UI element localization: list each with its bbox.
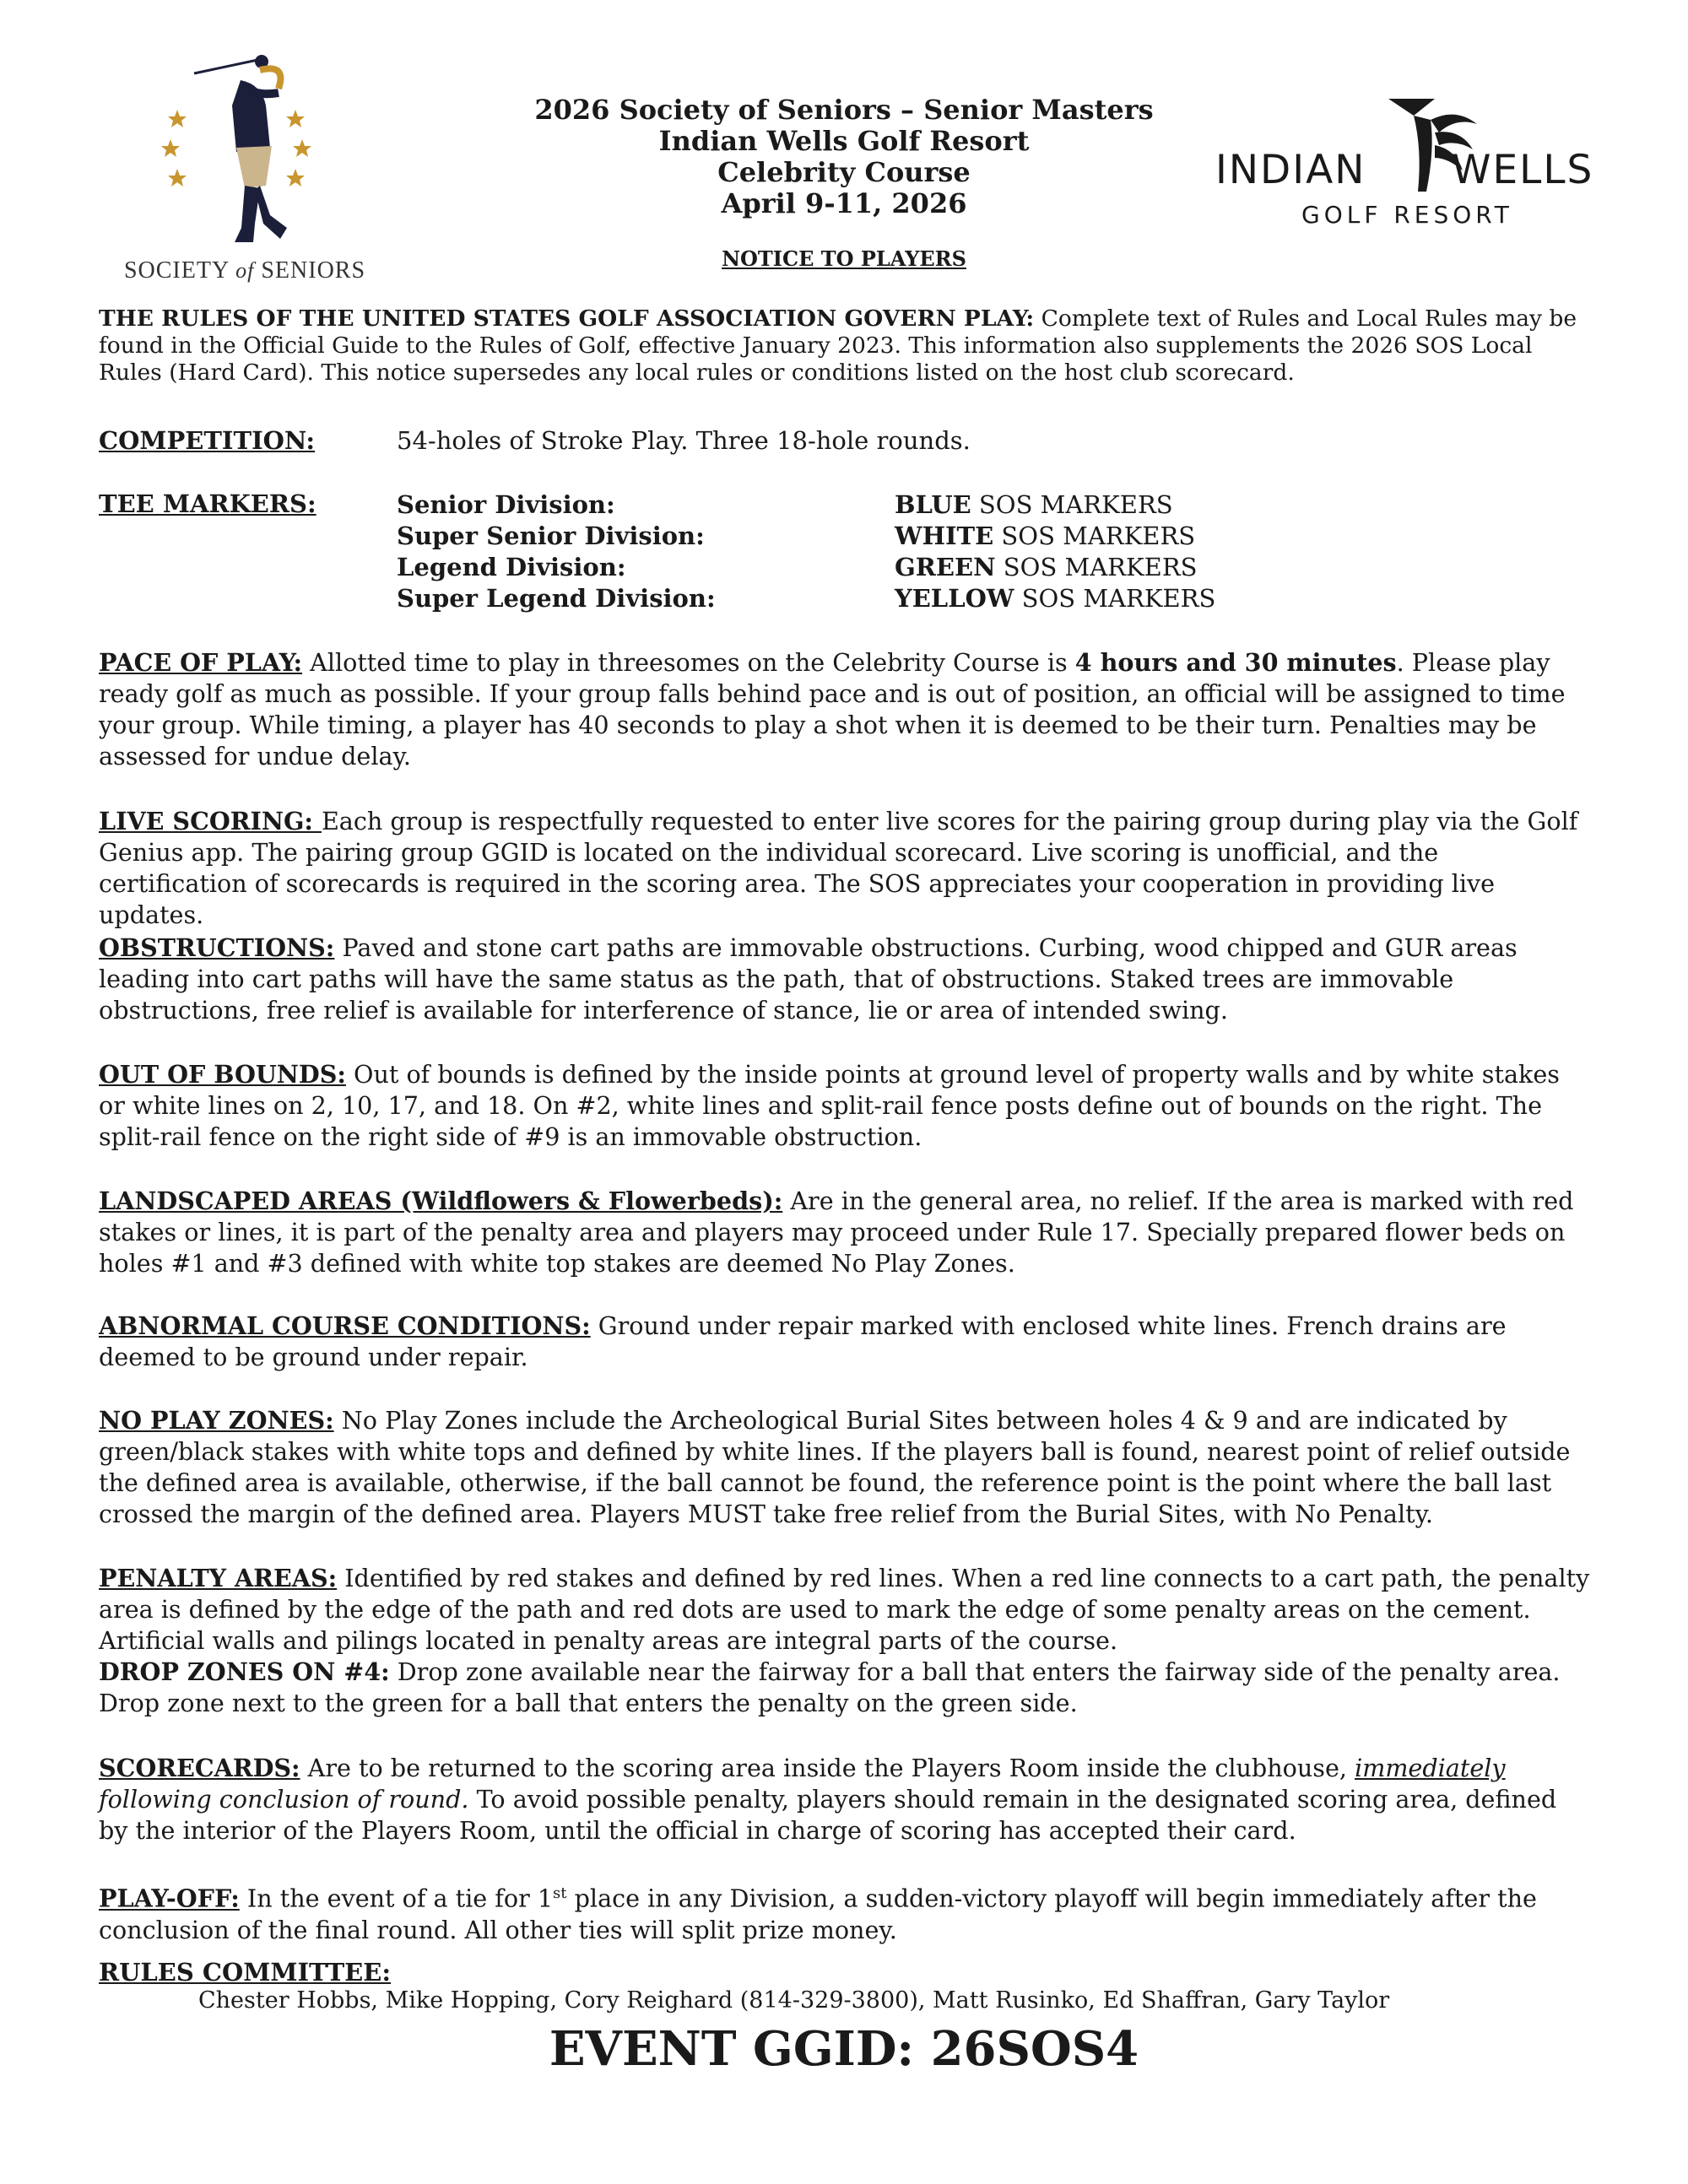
event-title [506,95,1182,219]
penalty-areas-section [99,1563,1593,1719]
live-scoring-heading: LIVE SCORING: [99,807,322,835]
tee-marker-suffix: SOS MARKERS [993,522,1196,550]
out-of-bounds-section [99,1059,1593,1153]
sos-caption-of: of [235,258,255,283]
obstructions-text: Paved and stone cart paths are immovable obstructions. Curbing, wood chipped and GUR areas leading into cart paths will have the same status as the path, that of obstructions. Staked trees are immovable obstructions, free relief is available for interference of stance, lie or area of intended swing. [99,933,1518,1024]
drop-zones-text: Drop zone available near the fairway for a ball that enters the fairway side of the penalty area. Drop zone next to the green for a ball that enters the penalty on the green side. [99,1657,1561,1717]
scorecards-emphasis-2: following conclusion of round. [99,1785,469,1814]
pace-text-1: Allotted time to play in threesomes on the Celebrity Course is [302,648,1075,677]
playoff-text-1: In the event of a tie for 1 [239,1884,554,1913]
landscaped-heading: LANDSCAPED AREAS (Wildflowers & Flowerbeds): [99,1187,783,1215]
scorecards-text-2: To avoid possible penalty, players should remain in the designated scoring area, defined by the interior of the Players Room, until the official in charge of scoring has accepted their card. [99,1785,1557,1845]
tee-division: Super Senior Division: [397,522,705,550]
tee-color: YELLOW [895,584,1014,613]
drop-zones-heading: DROP ZONES ON #4: [99,1657,390,1686]
scorecards-section [99,1753,1593,1846]
tee-division-list [397,489,716,614]
no-play-heading: NO PLAY ZONES: [99,1406,334,1435]
scorecards-heading: SCORECARDS: [99,1754,300,1782]
landscaped-text: Are in the general area, no relief. If the area is marked with red stakes or lines, it is part of the penalty area and players may proceed under Rule 17. Specially prepared flower beds on holes #1 and #3 defined with white top stakes are deemed No Play Zones. [99,1187,1574,1278]
rules-intro-heading: THE RULES OF THE UNITED STATES GOLF ASSOCIATION GOVERN PLAY: [99,305,1035,332]
rules-intro-text: Complete text of Rules and Local Rules may be found in the Official Guide to the Rules of Golf, effective January 2023. This information also supplements the 2026 SOS Local Rules (Hard Card). This notice supersedes any local rules or conditions listed on the host club scorecard. [99,305,1577,386]
abnormal-heading: ABNORMAL COURSE CONDITIONS: [99,1311,591,1340]
iw-logo-word-wells: WELLS [1452,147,1594,193]
oob-heading: OUT OF BOUNDS: [99,1060,346,1089]
tee-marker-row [895,552,1215,583]
title-line-3: Celebrity Course [717,156,971,188]
event-ggid: EVENT GGID: 26SOS4 [549,2021,1139,2077]
society-of-seniors-logo [118,46,371,291]
live-scoring-text: Each group is respectfully requested to enter live scores for the pairing group during play via the Golf Genius app. The pairing group GGID is located on the individual scorecard. Live scoring is unofficial, and the certification of scorecards is required in the scoring area. The SOS appreciates your cooperation in providing live updates. [99,807,1578,929]
abnormal-text: Ground under repair marked with enclosed white lines. French drains are deemed to be ground under repair. [99,1311,1507,1371]
no-play-zones-section [99,1405,1593,1530]
playoff-section [99,1878,1593,1946]
abnormal-conditions-section [99,1311,1593,1373]
playoff-superscript: st [553,1884,567,1902]
rules-committee-names: Chester Hobbs, Mike Hopping, Cory Reighard (814-329-3800), Matt Rusinko, Ed Shaffran, Gary Taylor [198,1987,1390,2014]
golfer-silhouette-icon [160,46,329,253]
rules-intro [99,305,1593,387]
tee-division: Senior Division: [397,490,615,519]
playoff-text-2: place in any Division, a sudden-victory playoff will begin immediately after the conclusion of the final round. All other ties will split prize money. [99,1884,1537,1944]
competition-text: 54-holes of Stroke Play. Three 18-hole rounds. [397,426,971,455]
obstructions-section [99,933,1593,1026]
sos-caption-society: SOCIETY [123,257,230,284]
title-line-1: 2026 Society of Seniors – Senior Masters [534,94,1154,126]
tee-division: Legend Division: [397,553,626,581]
tee-marker-row [895,521,1215,552]
pace-time-limit: 4 hours and 30 minutes [1074,648,1397,677]
competition-label: COMPETITION: [99,426,316,455]
iw-logo-word-indian: INDIAN [1215,147,1366,193]
tee-color: WHITE [895,522,994,550]
tee-color: GREEN [895,553,996,581]
tee-marker-row [895,583,1215,614]
tee-marker-list [895,489,1215,614]
tee-division: Super Legend Division: [397,584,716,613]
sos-caption-seniors: SENIORS [261,257,366,284]
scorecards-text-1: Are to be returned to the scoring area inside the Players Room inside the clubhouse, [300,1754,1355,1782]
no-play-text: No Play Zones include the Archeological Burial Sites between holes 4 & 9 and are indicated by green/black stakes with white tops and defined by white lines. If the players ball is found, nearest point of relief outside the defined area is available, otherwise, if the ball cannot be found, the reference point is the point where the ball last crossed the margin of the defined area. Players MUST take free relief from the Burial Sites, with No Penalty. [99,1406,1571,1528]
pace-text-2: . Please play ready golf as much as possible. If your group falls behind pace and is out of position, an official will be assigned to time your group. While timing, a player has 40 seconds to play a shot when it is deemed to be their turn. Penalties may be assessed for undue delay. [99,648,1566,770]
notice-to-players-heading: NOTICE TO PLAYERS [722,246,966,271]
tee-marker-suffix: SOS MARKERS [971,490,1173,519]
obstructions-heading: OBSTRUCTIONS: [99,933,335,962]
pace-of-play-section [99,647,1593,772]
live-scoring-section [99,806,1593,931]
indian-wells-logo [1215,95,1595,238]
tee-marker-suffix: SOS MARKERS [995,553,1198,581]
iw-logo-golf-resort: GOLF RESORT [1301,201,1513,229]
tee-marker-row [895,489,1215,521]
playoff-heading: PLAY-OFF: [99,1884,240,1913]
sos-logo-caption [118,257,371,284]
title-line-4: April 9-11, 2026 [721,187,967,219]
title-line-2: Indian Wells Golf Resort [658,125,1030,157]
penalty-heading: PENALTY AREAS: [99,1564,338,1592]
tee-marker-suffix: SOS MARKERS [1014,584,1216,613]
tee-markers-label: TEE MARKERS: [99,489,316,518]
oob-text: Out of bounds is defined by the inside points at ground level of property walls and by white stakes or white lines on 2, 10, 17, and 18. On #2, white lines and split-rail fence posts define out of bounds on the right. The split-rail fence on the right side of #9 is an immovable obstruction. [99,1060,1560,1151]
pace-heading: PACE OF PLAY: [99,648,303,677]
tee-color: BLUE [895,490,971,519]
rules-committee-heading: RULES COMMITTEE: [99,1958,392,1987]
landscaped-areas-section [99,1186,1593,1279]
penalty-text: Identified by red stakes and defined by red lines. When a red line connects to a cart path, the penalty area is defined by the edge of the path and red dots are used to mark the edge of some penalty areas on the cement. Artificial walls and pilings located in penalty areas are integral parts of the course. [99,1564,1590,1655]
scorecards-emphasis-1: immediately [1355,1754,1506,1782]
